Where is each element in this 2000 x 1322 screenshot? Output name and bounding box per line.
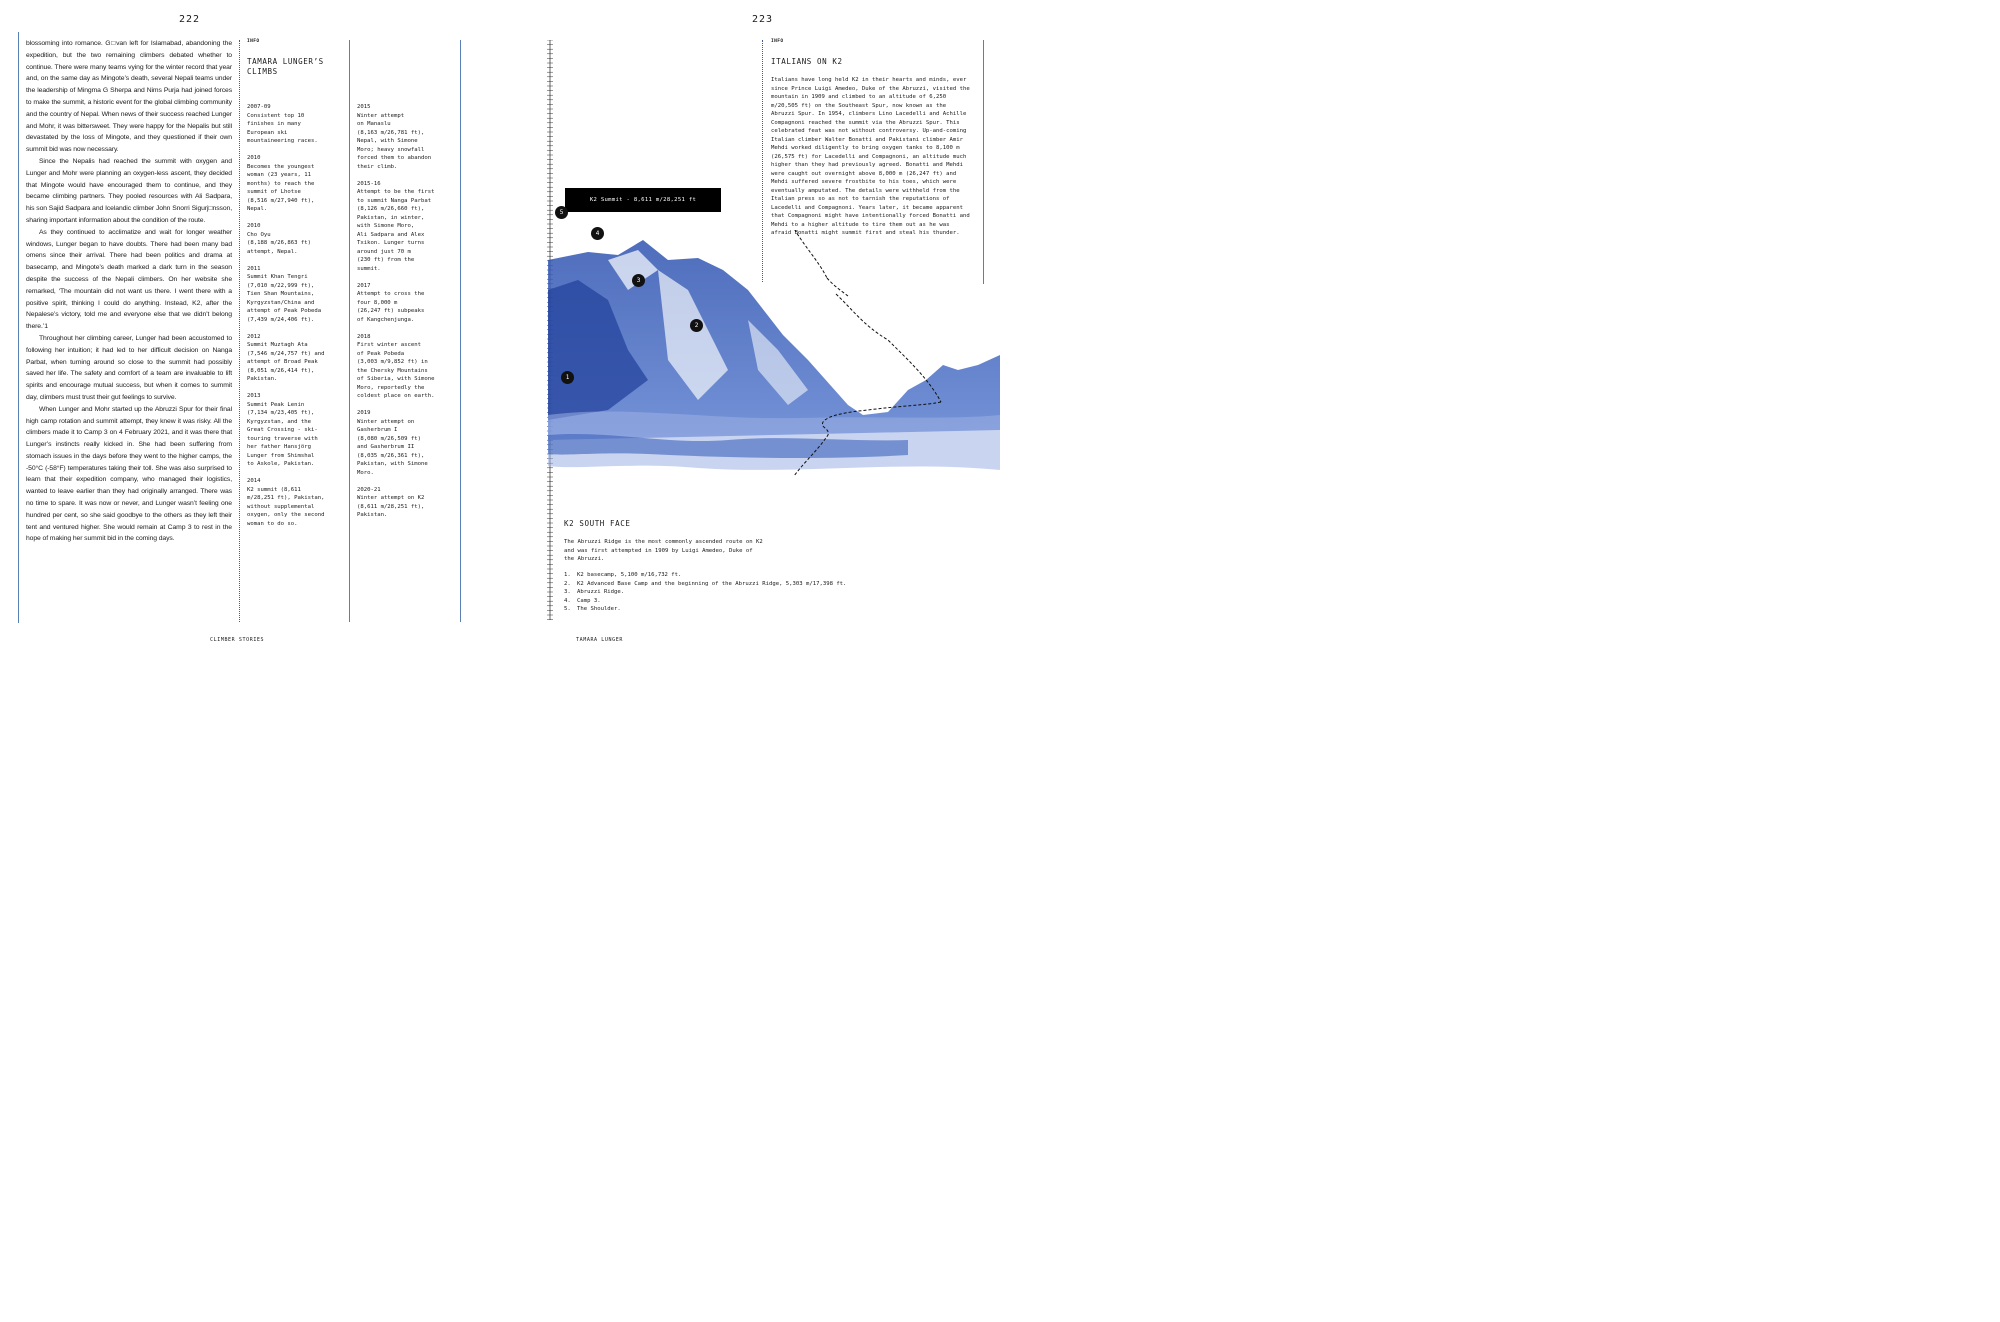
climb-description: Summit Muztagh Ata (7,546 m/24,757 ft) and attempt of Broad Peak (8,051 m/26,414 ft), Pakistan. [247,342,325,382]
climb-description: Winter attempt on Manaslu (8,163 m/26,781 ft), Nepal, with Simone Moro; heavy snowfall forced them to abandon their climb. [357,112,432,170]
dotted-column-rule [239,40,240,622]
info-body: Italians have long held K2 in their hearts and minds, ever since Prince Luigi Amedeo, Duke of the Abruzzi, visited the mountain in 1909 and climbed to an altitude of 6,250 m/20,505 ft) on the Southeast Spur, now known as the Abruzzi Spur. In 1954, climbers Lino Lacedelli and Achille Compagnoni reached the summit via the Abruzzi Spur. This celebrated feat was not without controversy. Up-and-coming Italian climber Walter Bonatti and Pakistani climber Amir Mehdi worked diligently to bring oxygen tanks to 8,100 m (26,575 ft) for Lacedelli and Compagnoni, an altitude much higher than they had previously agreed. Bonatti and Mehdi were caught out overnight above 8,000 m (26,247 ft) and Mehdi suffered severe frostbite to his toes, which were eventually amputated. The details were withheld from the Italian press so as not to tarnish the reputations of Lacedelli and Compagnoni. Years later, it became apparent that Compagnoni might have intentionally forced Bonatti and Mehdi to a higher altitude to tire them out as he was afraid Bonatti might summit first and steal his thunder. [771,77,970,236]
climb-year: 2014 [247,478,261,484]
climb-entry [247,333,347,384]
left-footer: CLIMBER STORIES [210,637,265,643]
climb-entry [247,477,347,528]
route-list-text: Camp 3. [577,597,601,604]
route-marker-3: 3 [632,274,645,287]
climb-description: K2 summit (8,611 m/28,251 ft), Pakistan, without supplemental oxygen, only the second woman to do so. [247,486,325,527]
article-body [26,38,232,545]
climb-year: 2013 [247,393,261,399]
column-rule [349,40,350,622]
route-list-number: 3. [564,589,571,595]
climb-year: 2010 [247,155,261,161]
paragraph: Throughout her climbing career, Lunger had been accustomed to following her intuition; it had led to her difficult decision on Nanga Parbat, when turning around so close to the summit had possibly saved her life. The safety and comfort of a team are invaluable to lift spirits and encourage mutual success, but when it comes to summit day, climbers must trust their gut feelings to survive. [26,334,232,401]
climb-year: 2007-09 [247,104,271,110]
climb-description: First winter ascent of Peak Pobeda (3,003 m/9,852 ft) in the Chersky Mountains of Siberia, with Simone Moro, reportedly the coldest place on earth. [357,342,435,399]
right-page-number: 223 [752,14,774,25]
route-list-number: 1. [564,572,571,578]
info-title: TAMARA LUNGER’S CLIMBS [247,57,324,76]
k2-section-title: K2 SOUTH FACE [564,519,631,528]
climb-description: Becomes the youngest woman (23 years, 11 months) to reach the summit of Lhotse (8,516 m/27,940 ft), Nepal. [247,163,315,212]
climb-year: 2018 [357,333,371,340]
route-list-item [564,605,846,614]
paragraph: Since the Nepalis had reached the summit with oxygen and Lunger and Mohr were planning an oxygen-less ascent, they decided that Mingote would have encouraged them to continue, and they became climbing partners. They pooled resources with Ali Sadpara, his son Sajid Sadpara and Icelandic climber John Snorri Sigurj□nsson, sharing important information about the condition of the route. [26,157,232,224]
climb-entry [247,103,347,146]
left-page-number: 222 [179,14,201,25]
paragraph: As they continued to acclimatize and wait for longer weather windows, Lunger began to have doubts. There had been many bad omens since their arrival. There had been politics and drama at basecamp, and Mingote’s death marked a dark turn in the season despite the success of the Nepali climbers. On her website she remarked, ‘The mountain did not want us there. I went there with a positive spirit, thinking I could do anything. Instead, K2, after the Nepalese’s victory, told me and everyone else that we didn’t belong there.’1 [26,228,232,331]
route-list-text: Abruzzi Ridge. [577,589,625,595]
summit-label: K2 Summit - 8,611 m/28,251 ft [565,188,721,212]
route-list-number: 5. [564,606,571,612]
route-list-item [564,588,846,597]
route-list-number: 4. [564,597,571,604]
climb-description: Cho Oyu (8,188 m/26,863 ft) attempt, Nepal. [247,231,311,255]
k2-mountain-illustration [548,230,1000,500]
info-label: INFO [247,39,260,44]
paragraph: When Lunger and Mohr started up the Abruzzi Spur for their final high camp rotation and summit attempt, they knew it was risky. All the climbers made it to Camp 3 on 4 February 2021, and it was there that Lunger’s instincts really kicked in. She had been suffering from stomach issues in the days before they went to the higher camps, the -50°C (-58°F) temperatures taking their toll. She was also surprised to learn that their expedition company, who managed their logistics, wanted to leave earlier than they had originally arranged. There was no time to spare. It was now or never, and Lunger wasn’t feeling one hundred per cent, so she said goodbye to the others as they left their tent and ventured higher. She would remain at Camp 3 to rest in the hope of making her summit bid in the coming days. [26,405,232,543]
climb-description: Consistent top 10 finishes in many European ski mountaineering races. [247,112,318,144]
column-rule [460,40,461,622]
climb-entry [357,103,457,171]
k2-description: The Abruzzi Ridge is the most commonly ascended route on K2 and was first attempted in 1909 by Luigi Amedeo, Duke of the Abruzzi. [564,539,763,562]
route-list-item [564,597,846,606]
route-marker-5: 5 [555,206,568,219]
climb-entry [247,222,347,256]
route-marker-4: 4 [591,227,604,240]
right-footer: TAMARA LUNGER [576,637,623,643]
climb-year: 2010 [247,223,261,229]
climb-entry [247,392,347,469]
climb-year: 2011 [247,265,261,272]
climb-year: 2019 [357,410,371,416]
climbs-column-1 [247,103,347,537]
climb-entry [247,154,347,214]
climb-description: Winter attempt on Gasherbrum I (8,080 m/26,509 ft) and Gasherbrum II (8,035 m/26,361 ft), Pakistan, with Simone Moro. [357,418,428,476]
info-label: INFO [771,39,784,44]
climb-description: Attempt to be the first to summit Nanga Parbat (8,126 m/26,660 ft), Pakistan, in winter, with Simone Moro, Ali Sadpara and Alex Txikon. Lunger turns around just 70 m (230 ft) from the summit. [357,189,435,272]
route-marker-2: 2 [690,319,703,332]
climb-year: 2015-16 [357,180,381,187]
route-list-item [564,571,846,580]
climb-year: 2020-21 [357,486,381,493]
climb-year: 2012 [247,333,261,340]
climb-description: Winter attempt on K2 (8,611 m/28,251 ft), Pakistan. [357,495,425,518]
route-list-item [564,580,846,589]
route-list-text: K2 basecamp, 5,100 m/16,732 ft. [577,572,682,578]
climb-entry [357,486,457,520]
paragraph: blossoming into romance. G□van left for Islamabad, abandoning the expedition, but the two remaining climbers debated whether to continue. There were many teams vying for the winter record that year and, on the same day as Mingote’s death, several Nepali teams under the leadership of Mingma G Sherpa and Nims Purja had joined forces to make the summit, a historic event for the global climbing community and the country of Nepal. When news of their success reached Lunger and Mohr, it was bittersweet. They were happy for the Nepalis but still devastated by the loss of Mingote, and they questioned if their own summit bid was now necessary. [26,40,232,154]
route-list-text: The Shoulder. [577,606,621,612]
climb-year: 2017 [357,282,371,289]
climb-entry [357,409,457,477]
climb-entry [357,180,457,274]
climb-entry [357,282,457,325]
left-margin-rule [18,32,19,623]
climb-description: Summit Khan Tengri (7,010 m/22,999 ft), Tien Shan Mountains, Kyrgyzstan/China and attempt of Peak Pobeda (7,439 m/24,406 ft). [247,274,322,323]
climb-entry [247,265,347,325]
route-list-text: K2 Advanced Base Camp and the beginning of the Abruzzi Ridge, 5,303 m/17,398 ft. [577,580,847,587]
climb-description: Summit Peak Lenin (7,134 m/23,405 ft), Kyrgyzstan, and the Great Crossing - ski- touring traverse with her father Hansjörg Lunger from Shimshal to Askole, Pakistan. [247,401,318,467]
k2-route-list [564,571,846,614]
info-title: ITALIANS ON K2 [771,57,843,66]
climb-entry [357,333,457,401]
climbs-column-2 [357,103,457,528]
climb-year: 2015 [357,104,371,110]
route-marker-1: 1 [561,371,574,384]
route-list-number: 2. [564,580,571,587]
climb-description: Attempt to cross the four 8,000 m (26,247 ft) subpeaks of Kangchenjunga. [357,291,425,323]
